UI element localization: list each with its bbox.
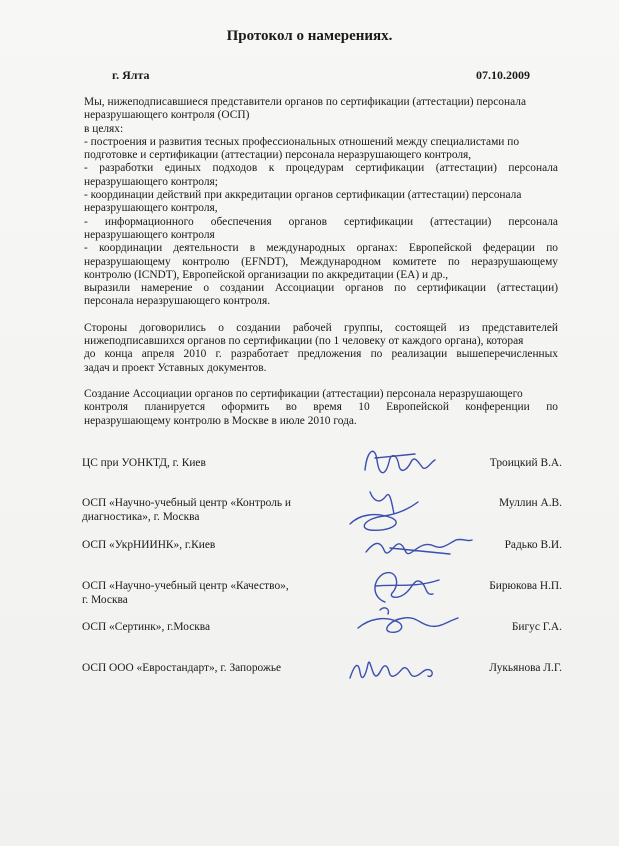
document-place: г. Ялта	[112, 68, 150, 82]
signatory-name: Бигус Г.А.	[511, 621, 562, 633]
signatory-org: ЦС при УОНКТД, г. Киев	[82, 457, 206, 469]
p3-line: контроля планируется оформить во время 10 Европейской конференции по	[84, 401, 558, 414]
p2-line: Стороны договорились о создании рабочей группы, состоящей из представителей	[84, 321, 558, 334]
p1-line: выразили намерение о создании Ассоциации органов по сертификации (аттестации)	[84, 282, 558, 295]
p1-line: Мы, нижеподписавшиеся представители органов по сертификации (аттестации) персонала	[84, 96, 526, 108]
p2-line: нижеподписавшихся органов по сертификации (по 1 человеку от каждого органа), которая	[84, 335, 524, 348]
document-body	[84, 96, 558, 428]
signatory-org: ОСП «Научно-учебный центр «Контроль и диагностика», г. Москва	[82, 497, 292, 523]
p1-line: в целях:	[84, 122, 124, 135]
p2-line: задач и проект Уставных документов.	[84, 361, 267, 374]
p2-line: до конца апреля 2010 г. разработает предложения по реализации вышеперечисленных	[84, 348, 558, 361]
signatory-org: ОСП «Научно-учебный центр «Качество», г. Москва	[82, 580, 289, 606]
signatory-org: ОСП ООО «Евростандарт», г. Запорожье	[82, 662, 282, 674]
p1-line: неразрушающего контроля,	[84, 202, 218, 215]
p1-line: - координации действий при аккредитации органов сертификации (аттестации) персонала	[84, 189, 522, 202]
document-date: 07.10.2009	[476, 68, 530, 82]
p1-line: контролю (ICNDT), Европейской организации по аккредитации (ЕА) и др.,	[84, 268, 449, 281]
p1-line: неразрушающего контроля (ОСП)	[84, 109, 250, 122]
signature-6	[340, 646, 450, 694]
signatory-org: ОСП «УкрНИИНК», г.Киев	[82, 539, 216, 551]
p1-line: персонала неразрушающего контроля.	[84, 295, 271, 308]
signatory-name: Лукьянова Л.Г.	[489, 662, 562, 674]
p1-line: подготовке и сертификации (аттестации) персонала неразрушающего контроля,	[84, 149, 472, 162]
p1-line: - координации деятельности в международных органах: Европейской федерации по	[84, 242, 558, 255]
signatory-name: Муллин А.В.	[499, 497, 562, 509]
signature-1	[355, 440, 465, 485]
p1-line: - информационного обеспечения органов сертификации (аттестации) персонала	[84, 215, 558, 228]
signatory-name: Радько В.И.	[504, 539, 562, 551]
signatory-org: ОСП «Сертинк», г.Москва	[82, 621, 211, 633]
p1-line: неразрушающего контроля	[84, 228, 215, 241]
p3-line: Создание Ассоциации органов по сертификации (аттестации) персонала неразрушающего	[84, 387, 523, 400]
p3-line: неразрушающему контролю в Москве в июле 2010 года.	[84, 414, 357, 427]
signature-5	[350, 600, 470, 644]
signatory-name: Троицкий В.А.	[489, 457, 562, 469]
document-title: Протокол о намерениях.	[226, 28, 393, 44]
p1-line: неразрушающему контролю (EFNDT), Международном комитете по неразрушающему	[84, 255, 558, 268]
signatory-name: Бирюкова Н.П.	[489, 580, 562, 592]
p1-line: неразрушающего контроля;	[84, 175, 218, 188]
p1-line: - построения и развития тесных профессиональных отношений между специалистами по	[84, 135, 520, 148]
p1-line: - разработки единых подходов к процедурам сертификации (аттестации) персонала	[84, 162, 558, 175]
